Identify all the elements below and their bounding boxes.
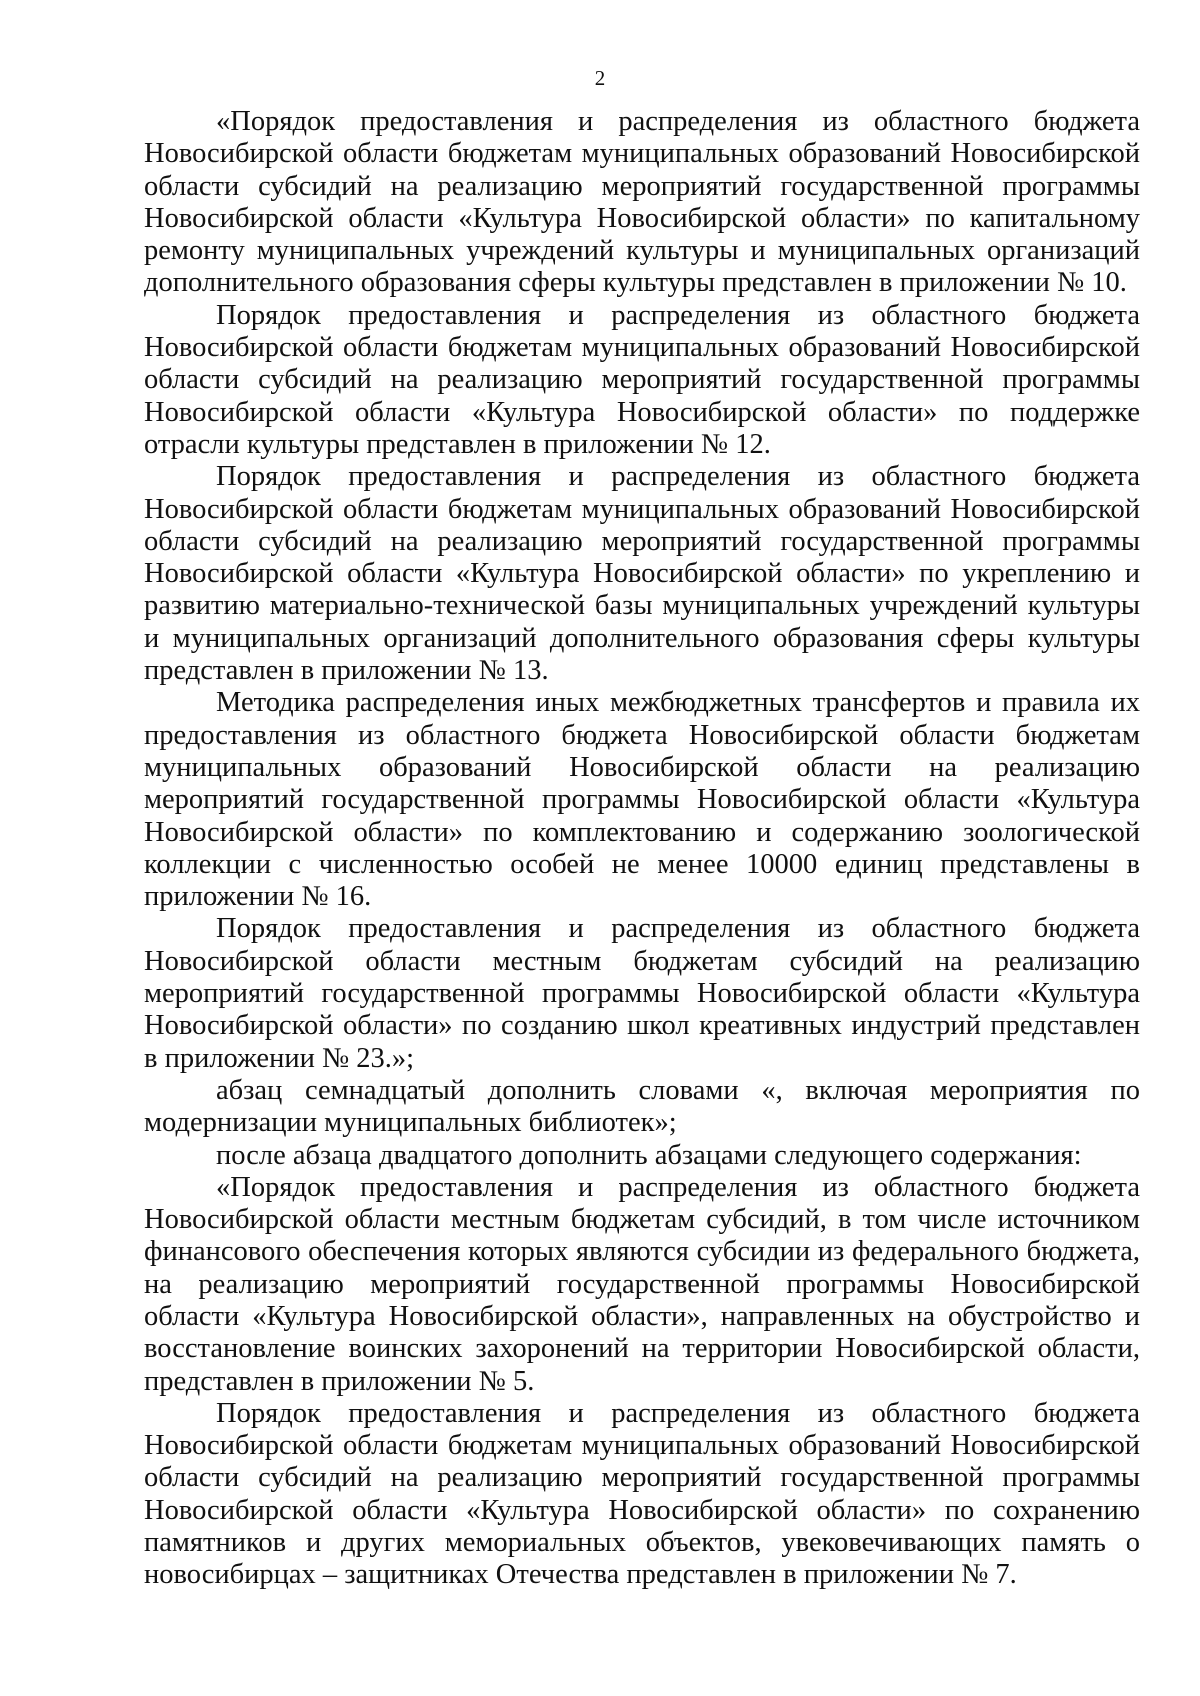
- paragraph-appendix-7: Порядок предоставления и распределения из областного бюджета Новосибирской области бюджетам муниципальных образований Новосибирской области субсидий на реализацию мероприятий государственной программы Новосибирской области «Культура Новосибирской области» по сохранению памятников и других мемориальных объектов, увековечивающих память о новосибирцах – защитниках Отечества представлен в приложении № 7.: [144, 1397, 1140, 1591]
- paragraph-after-abzac-20: после абзаца двадцатого дополнить абзацами следующего содержания:: [216, 1139, 1082, 1171]
- paragraph-appendix-5: «Порядок предоставления и распределения из областного бюджета Новосибирской области местным бюджетам субсидий, в том числе источником финансового обеспечения которых являются субсидии из федерального бюджета, на реализацию мероприятий государственной программы Новосибирской области «Культура Новосибирской области», направленных на обустройство и восстановление воинских захоронений на территории Новосибирской области, представлен в приложении № 5.: [144, 1171, 1140, 1397]
- paragraph-appendix-16: Методика распределения иных межбюджетных трансфертов и правила их предоставления из областного бюджета Новосибирской области бюджетам муниципальных образований Новосибирской области на реализацию мероприятий государственной программы Новосибирской области «Культура Новосибирской области» по комплектованию и содержанию зоологической коллекции с численностью особей не менее 10000 единиц представлены в приложении № 16.: [144, 687, 1140, 913]
- document-body: [144, 106, 1140, 1592]
- paragraph-appendix-12: Порядок предоставления и распределения из областного бюджета Новосибирской области бюджетам муниципальных образований Новосибирской области субсидий на реализацию мероприятий государственной программы Новосибирской области «Культура Новосибирской области» по поддержке отрасли культуры представлен в приложении № 12.: [144, 299, 1140, 460]
- paragraph-abzac-17: абзац семнадцатый дополнить словами «, включая мероприятия по модернизации муниципальных библиотек»;: [144, 1074, 1140, 1139]
- page-number: 2: [594, 66, 606, 90]
- paragraph-appendix-10: «Порядок предоставления и распределения из областного бюджета Новосибирской области бюджетам муниципальных образований Новосибирской области субсидий на реализацию мероприятий государственной программы Новосибирской области «Культура Новосибирской области» по капитальному ремонту муниципальных учреждений культуры и муниципальных организаций дополнительного образования сферы культуры представлен в приложении № 10.: [144, 106, 1140, 299]
- paragraph-appendix-13: Порядок предоставления и распределения из областного бюджета Новосибирской области бюджетам муниципальных образований Новосибирской области субсидий на реализацию мероприятий государственной программы Новосибирской области «Культура Новосибирской области» по укреплению и развитию материально-технической базы муниципальных учреждений культуры и муниципальных организаций дополнительного образования сферы культуры представлен в приложении № 13.: [144, 461, 1140, 687]
- paragraph-appendix-23: Порядок предоставления и распределения из областного бюджета Новосибирской области местным бюджетам субсидий на реализацию мероприятий государственной программы Новосибирской области «Культура Новосибирской области» по созданию школ креативных индустрий представлен в приложении № 23.»;: [144, 913, 1140, 1074]
